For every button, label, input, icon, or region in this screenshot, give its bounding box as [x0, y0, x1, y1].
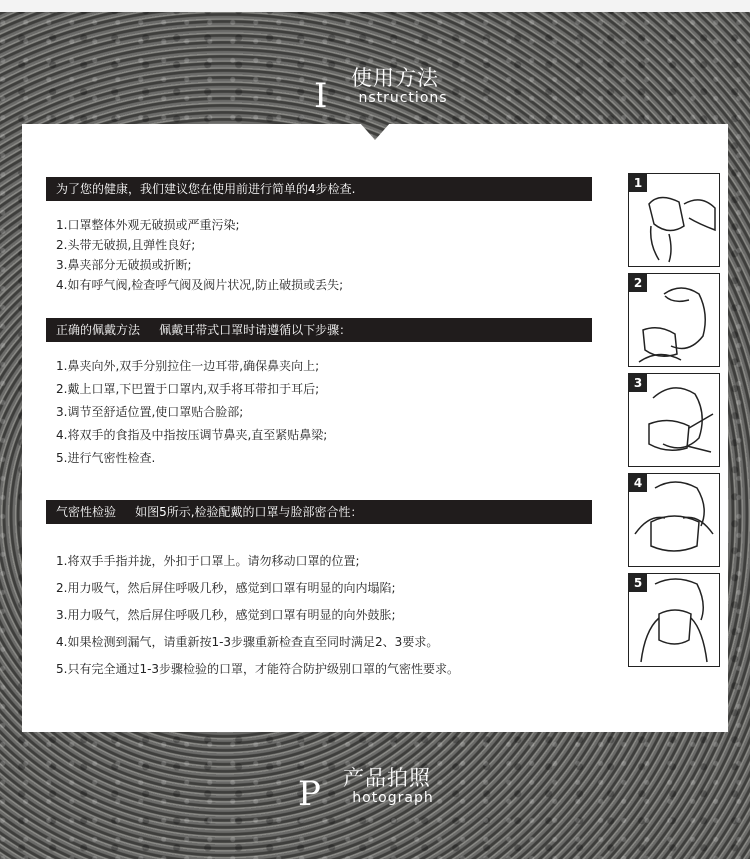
list-item: 4.如有呼气阀,检查呼气阀及阀片状况,防止破损或丢失;: [56, 278, 344, 292]
step-number: 2: [629, 274, 647, 292]
instructions-subtitle: nstructions: [358, 90, 448, 106]
photograph-subtitle: hotograph: [352, 790, 434, 806]
step-illustration-2: [628, 273, 720, 367]
instructions-big-letter: I: [314, 76, 328, 116]
step-illustrations: [628, 173, 720, 673]
list-item: 2.头带无破损,且弹性良好;: [56, 238, 196, 252]
list-item: 2.戴上口罩,下巴置于口罩内,双手将耳带扣于耳后;: [56, 382, 320, 396]
step-illustration-4: [628, 473, 720, 567]
list-item: 5.进行气密性检查.: [56, 451, 156, 465]
photograph-title: 产品拍照: [343, 766, 431, 790]
wearing-heading: 正确的佩戴方法 佩戴耳带式口罩时请遵循以下步骤：: [46, 318, 592, 342]
checks-heading: 为了您的健康，我们建议您在使用前进行简单的4步检查.: [46, 177, 592, 201]
list-item: 4.如果检测到漏气，请重新按1-3步骤重新检查直至同时满足2、3要求。: [56, 635, 439, 649]
photograph-banner: [0, 762, 750, 814]
photograph-big-letter: P: [298, 774, 321, 814]
top-strip: [0, 0, 750, 12]
step-number: 4: [629, 474, 647, 492]
step-number: 1: [629, 174, 647, 192]
list-item: 3.鼻夹部分无破损或折断;: [56, 258, 192, 272]
checks-list: [56, 215, 343, 295]
instructions-title: 使用方法: [351, 66, 439, 90]
airtight-heading: 气密性检验 如图5所示,检验配戴的口罩与脸部密合性：: [46, 500, 592, 524]
instructions-banner: [0, 62, 750, 116]
list-item: 3.用力吸气，然后屏住呼吸几秒，感觉到口罩有明显的向外鼓胀;: [56, 608, 396, 622]
list-item: 5.只有完全通过1-3步骤检验的口罩，才能符合防护级别口罩的气密性要求。: [56, 662, 460, 676]
step-illustration-3: [628, 373, 720, 467]
list-item: 3.调节至舒适位置,使口罩贴合脸部;: [56, 405, 244, 419]
airtight-list: [56, 548, 459, 683]
wearing-list: [56, 355, 327, 470]
step-illustration-1: [628, 173, 720, 267]
list-item: 1.口罩整体外观无破损或严重污染;: [56, 218, 240, 232]
list-item: 4.将双手的食指及中指按压调节鼻夹,直至紧贴鼻梁;: [56, 428, 328, 442]
step-number: 5: [629, 574, 647, 592]
list-item: 2.用力吸气，然后屏住呼吸几秒，感觉到口罩有明显的向内塌陷;: [56, 581, 396, 595]
list-item: 1.将双手手指并拢，外扣于口罩上。请勿移动口罩的位置;: [56, 554, 360, 568]
step-number: 3: [629, 374, 647, 392]
step-illustration-5: [628, 573, 720, 667]
list-item: 1.鼻夹向外,双手分别拉住一边耳带,确保鼻夹向上;: [56, 359, 320, 373]
